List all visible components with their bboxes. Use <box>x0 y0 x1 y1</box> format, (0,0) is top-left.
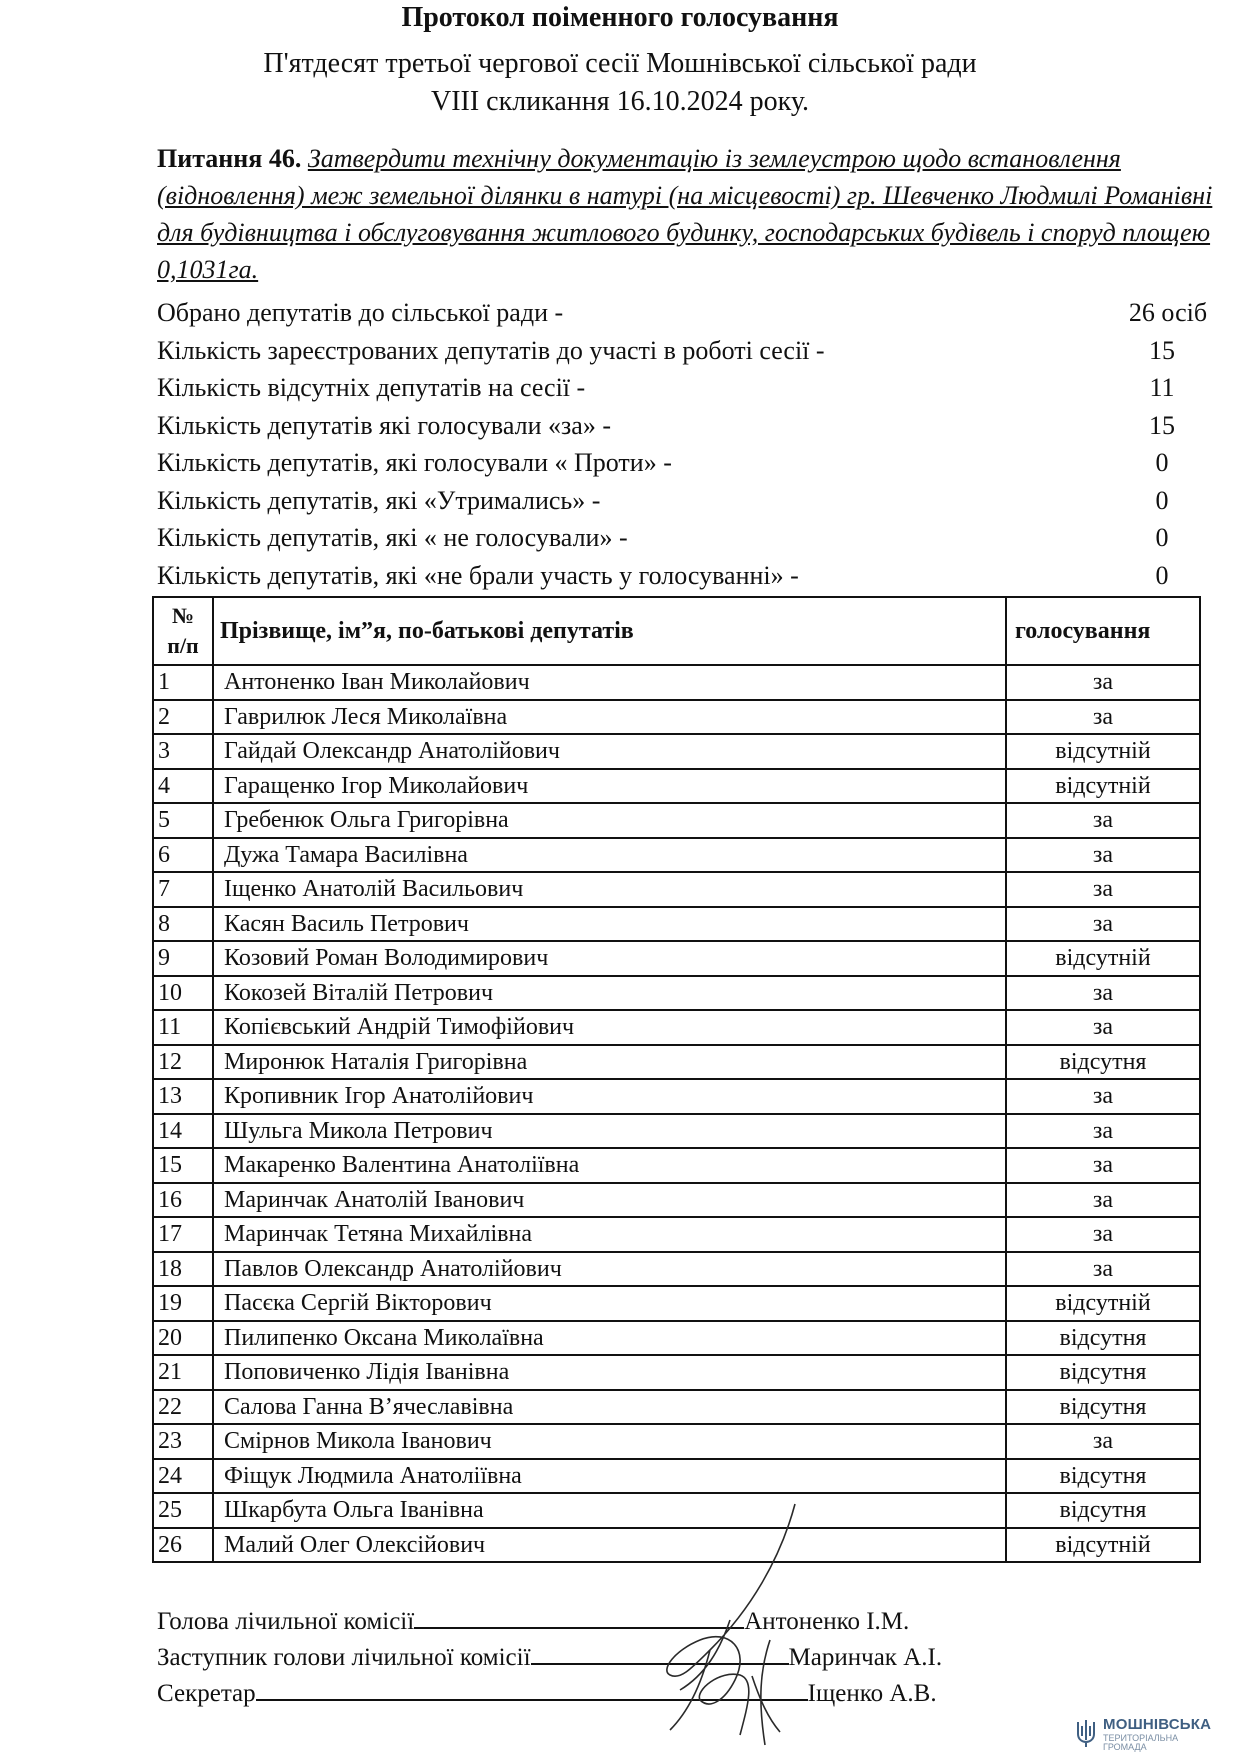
table-row <box>153 907 1200 942</box>
vote-result: відсутня <box>1006 1321 1200 1356</box>
deputy-name: Миронюк Наталія Григорівна <box>213 1045 1006 1080</box>
question-number: Питання 46. <box>157 144 302 173</box>
secretary-name: Іщенко А.В. <box>807 1680 937 1707</box>
vote-result: відсутня <box>1006 1355 1200 1390</box>
table-row <box>153 1355 1200 1390</box>
vote-result: за <box>1006 1183 1200 1218</box>
vote-result: за <box>1006 976 1200 1011</box>
table-row <box>153 803 1200 838</box>
logo-subtitle-line1: ТЕРИТОРІАЛЬНА <box>1103 1733 1179 1743</box>
row-number: 9 <box>153 941 213 976</box>
vote-result: відсутній <box>1006 734 1200 769</box>
deputy-name: Пасєка Сергій Вікторович <box>213 1286 1006 1321</box>
vote-result: відсутній <box>1006 769 1200 804</box>
column-number-header <box>153 597 213 665</box>
vote-result: за <box>1006 700 1200 735</box>
vote-result: за <box>1006 1217 1200 1252</box>
row-number: 21 <box>153 1355 213 1390</box>
row-number: 26 <box>153 1528 213 1563</box>
row-number: 12 <box>153 1045 213 1080</box>
table-row <box>153 1010 1200 1045</box>
deputy-label: Заступник голови лічильної комісії <box>157 1644 531 1671</box>
stat-row <box>157 519 1167 557</box>
convocation-date: VIII скликання 16.10.2024 року. <box>430 86 810 117</box>
chair-label: Голова лічильної комісії <box>157 1608 415 1635</box>
row-number: 4 <box>153 769 213 804</box>
vote-result: за <box>1006 1252 1200 1287</box>
row-number: 24 <box>153 1459 213 1494</box>
row-number: 22 <box>153 1390 213 1425</box>
stat-label: Кількість депутатів, які « не голосували» - <box>157 523 628 552</box>
vote-result: за <box>1006 838 1200 873</box>
stat-row <box>157 369 1175 407</box>
logo-subtitle-line2: ГРОМАДА <box>1103 1742 1147 1752</box>
vote-result: за <box>1006 1424 1200 1459</box>
column-vote-header: голосування <box>1006 597 1200 665</box>
table-row <box>153 1390 1200 1425</box>
table-row <box>153 1217 1200 1252</box>
table-row <box>153 1079 1200 1114</box>
stat-label: Кількість депутатів, які «Утримались» - <box>157 485 601 515</box>
column-name-header: Прізвище, ім”я, по-батькові депутатів <box>213 597 1006 665</box>
stat-label: Кількість депутатів, які голосували « Проти» - <box>157 448 672 477</box>
vote-result: за <box>1006 907 1200 942</box>
stat-label: Кількість відсутніх депутатів на сесії - <box>157 373 586 402</box>
deputy-name: Маринчак А.І. <box>788 1644 943 1671</box>
table-row <box>153 1183 1200 1218</box>
vote-result: за <box>1006 665 1200 700</box>
secretary-signature-line <box>157 1678 937 1710</box>
vote-result: за <box>1006 1148 1200 1183</box>
row-number: 2 <box>153 700 213 735</box>
table-row <box>153 700 1200 735</box>
row-number: 1 <box>153 665 213 700</box>
stat-value: 0 <box>1155 560 1169 590</box>
stat-label: Обрано депутатів до сільської ради - <box>157 298 564 327</box>
row-number: 15 <box>153 1148 213 1183</box>
deputy-name: Копієвський Андрій Тимофійович <box>213 1010 1006 1045</box>
deputy-name: Фіщук Людмила Анатоліївна <box>213 1459 1006 1494</box>
row-number: 17 <box>153 1217 213 1252</box>
number-abbrev: п/п <box>167 633 199 658</box>
vote-statistics <box>157 294 1208 594</box>
stat-label: Кількість депутатів які голосували «за» - <box>157 410 611 440</box>
vote-result: за <box>1006 1010 1200 1045</box>
number-sign: № <box>171 603 195 628</box>
deputy-name: Дужа Тамара Василівна <box>213 838 1006 873</box>
vote-result: відсутня <box>1006 1493 1200 1528</box>
stat-value: 0 <box>1155 523 1169 552</box>
deputy-name: Шкарбута Ольга Іванівна <box>213 1493 1006 1528</box>
vote-result: відсутній <box>1006 941 1200 976</box>
stat-label: Кількість зареєстрованих депутатів до участі в роботі сесії - <box>157 335 825 365</box>
vote-result: за <box>1006 872 1200 907</box>
question-text: Затвердити технічну документацію із землеустрою щодо встановлення (відновлення) меж земельної ділянки в натурі (на місцевості) гр. Шевченко Людмилі Романівні для будівництва і обслуговування житлового будинку, господарських будівель і споруд площею 0,1031га. <box>157 144 1213 284</box>
logo-title: МОШНІВСЬКА <box>1103 1716 1212 1733</box>
logo-subtitle <box>1103 1734 1203 1752</box>
stat-row <box>157 482 1167 520</box>
vote-result: відсутня <box>1006 1459 1200 1494</box>
document-title: Протокол поіменного голосування <box>401 2 839 33</box>
deputy-signature-line <box>157 1642 942 1674</box>
stat-row <box>157 444 1167 482</box>
deputy-name: Козовий Роман Володимирович <box>213 941 1006 976</box>
table-row <box>153 838 1200 873</box>
trident-icon <box>1075 1718 1097 1748</box>
row-number: 18 <box>153 1252 213 1287</box>
chair-name: Антоненко І.М. <box>744 1608 910 1635</box>
stat-value: 0 <box>1155 485 1169 515</box>
row-number: 23 <box>153 1424 213 1459</box>
deputy-name: Пилипенко Оксана Миколаївна <box>213 1321 1006 1356</box>
deputy-name: Касян Василь Петрович <box>213 907 1006 942</box>
table-row <box>153 769 1200 804</box>
deputy-name: Антоненко Іван Миколайович <box>213 665 1006 700</box>
deputy-name: Шульга Микола Петрович <box>213 1114 1006 1149</box>
table-row <box>153 665 1200 700</box>
table-row <box>153 1114 1200 1149</box>
deputy-name: Кропивник Ігор Анатолійович <box>213 1079 1006 1114</box>
vote-result: за <box>1006 1079 1200 1114</box>
vote-result: за <box>1006 803 1200 838</box>
vote-result: за <box>1006 1114 1200 1149</box>
table-row <box>153 872 1200 907</box>
row-number: 7 <box>153 872 213 907</box>
table-row <box>153 1321 1200 1356</box>
row-number: 5 <box>153 803 213 838</box>
row-number: 3 <box>153 734 213 769</box>
row-number: 11 <box>153 1010 213 1045</box>
stat-value: 0 <box>1155 448 1169 477</box>
vote-result: відсутній <box>1006 1286 1200 1321</box>
stat-value: 26 осіб <box>1128 298 1208 327</box>
deputy-name: Гаращенко Ігор Миколайович <box>213 769 1006 804</box>
row-number: 10 <box>153 976 213 1011</box>
stat-row <box>157 407 1175 445</box>
agenda-question <box>157 140 1217 288</box>
community-logo <box>1075 1714 1225 1750</box>
table-header-row <box>153 597 1200 665</box>
deputy-name: Іщенко Анатолій Васильович <box>213 872 1006 907</box>
session-subtitle: П'ятдесят третьої чергової сесії Мошнівської сільської ради <box>263 48 977 79</box>
deputy-name: Макаренко Валентина Анатоліївна <box>213 1148 1006 1183</box>
vote-result: відсутня <box>1006 1390 1200 1425</box>
deputy-name: Малий Олег Олексійович <box>213 1528 1006 1563</box>
deputy-name: Гребенюк Ольга Григорівна <box>213 803 1006 838</box>
row-number: 14 <box>153 1114 213 1149</box>
stat-row <box>157 557 1167 595</box>
table-row <box>153 1459 1200 1494</box>
handwritten-signature <box>640 1500 800 1750</box>
vote-result: відсутня <box>1006 1045 1200 1080</box>
secretary-label: Секретар <box>157 1680 256 1707</box>
table-row <box>153 1424 1200 1459</box>
row-number: 13 <box>153 1079 213 1114</box>
deputy-name: Смірнов Микола Іванович <box>213 1424 1006 1459</box>
table-row <box>153 941 1200 976</box>
row-number: 25 <box>153 1493 213 1528</box>
table-row <box>153 976 1200 1011</box>
table-row <box>153 734 1200 769</box>
table-row <box>153 1148 1200 1183</box>
row-number: 6 <box>153 838 213 873</box>
row-number: 19 <box>153 1286 213 1321</box>
table-row <box>153 1252 1200 1287</box>
vote-result: відсутній <box>1006 1528 1200 1563</box>
stat-row <box>157 294 1208 332</box>
stat-row <box>157 332 1175 370</box>
deputy-name: Маринчак Тетяна Михайлівна <box>213 1217 1006 1252</box>
stat-value: 15 <box>1149 410 1175 440</box>
roll-call-table <box>152 596 1201 1563</box>
row-number: 8 <box>153 907 213 942</box>
stat-value: 11 <box>1149 373 1175 402</box>
table-row <box>153 1045 1200 1080</box>
deputy-name: Гаврилюк Леся Миколаївна <box>213 700 1006 735</box>
deputy-name: Кокозей Віталій Петрович <box>213 976 1006 1011</box>
deputy-name: Гайдай Олександр Анатолійович <box>213 734 1006 769</box>
row-number: 16 <box>153 1183 213 1218</box>
deputy-name: Павлов Олександр Анатолійович <box>213 1252 1006 1287</box>
row-number: 20 <box>153 1321 213 1356</box>
stat-label: Кількість депутатів, які «не брали участь у голосуванні» - <box>157 560 799 590</box>
deputy-name: Поповиченко Лідія Іванівна <box>213 1355 1006 1390</box>
deputy-name: Маринчак Анатолій Іванович <box>213 1183 1006 1218</box>
stat-value: 15 <box>1149 335 1175 365</box>
deputy-name: Салова Ганна В’ячеславівна <box>213 1390 1006 1425</box>
table-row <box>153 1286 1200 1321</box>
